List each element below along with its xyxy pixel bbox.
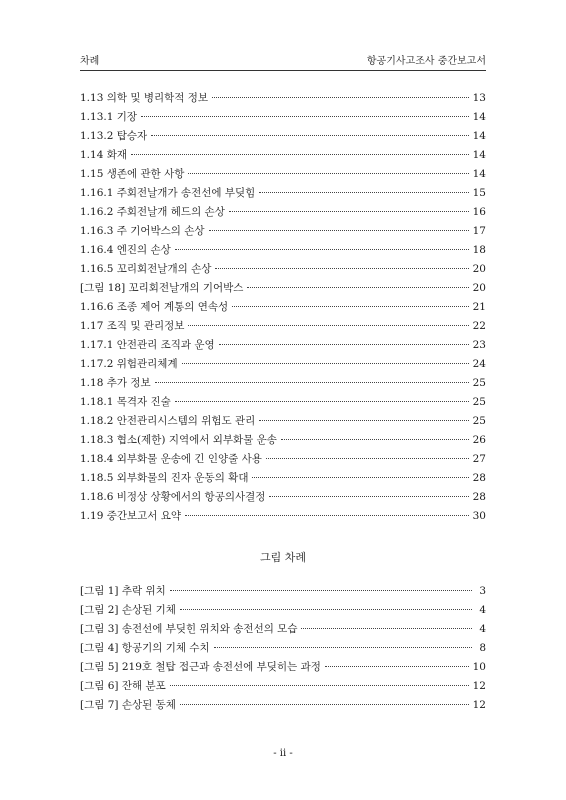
entry-label: 1.16.6 조종 제어 계통의 연속성: [80, 301, 229, 313]
entry-label: [그림 6] 잔해 분포: [80, 680, 166, 692]
entry-page-number: 12: [472, 699, 486, 711]
entry-page-number: 14: [472, 130, 486, 142]
dot-leader: [131, 154, 469, 155]
header-report-title: 항공기사고조사 중간보고서: [366, 56, 486, 67]
dot-leader: [219, 344, 469, 345]
entry-page-number: 14: [472, 168, 486, 180]
figure-entry[interactable]: [80, 621, 486, 640]
entry-label: 1.13 의학 및 병리학적 정보: [80, 92, 209, 104]
toc-entry[interactable]: [80, 109, 486, 128]
entry-label: 1.19 중간보고서 요약: [80, 510, 182, 522]
dot-leader: [281, 439, 469, 440]
entry-page-number: 28: [472, 491, 486, 503]
toc-entry[interactable]: [80, 470, 486, 489]
toc-entry[interactable]: [80, 318, 486, 337]
entry-page-number: 23: [472, 339, 486, 351]
toc-entry[interactable]: [80, 280, 486, 299]
dot-leader: [170, 590, 472, 591]
entry-page-number: 4: [479, 623, 486, 635]
entry-page-number: 4: [479, 604, 486, 616]
figure-entry[interactable]: [80, 697, 486, 716]
dot-leader: [188, 325, 468, 326]
entry-label: 1.13.2 탑승자: [80, 130, 148, 142]
toc-entry[interactable]: [80, 185, 486, 204]
entry-page-number: 22: [472, 320, 486, 332]
entry-label: 1.15 생존에 관한 사항: [80, 168, 185, 180]
toc-entry[interactable]: [80, 489, 486, 508]
entry-page-number: 24: [472, 358, 486, 370]
toc-entry[interactable]: [80, 90, 486, 109]
toc-entry[interactable]: [80, 413, 486, 432]
entry-page-number: 26: [472, 434, 486, 446]
dot-leader: [185, 515, 469, 516]
list-of-figures: [80, 583, 486, 716]
entry-page-number: 17: [472, 225, 486, 237]
entry-page-number: 8: [479, 642, 486, 654]
dot-leader: [252, 477, 468, 478]
entry-page-number: 25: [472, 396, 486, 408]
entry-page-number: 10: [472, 661, 486, 673]
toc-entry[interactable]: [80, 394, 486, 413]
entry-label: [그림 7] 손상된 동체: [80, 699, 176, 711]
entry-label: 1.16.3 주 기어박스의 손상: [80, 225, 205, 237]
entry-label: 1.13.1 기장: [80, 111, 138, 123]
figure-entry[interactable]: [80, 659, 486, 678]
entry-label: [그림 1] 추락 위치: [80, 585, 166, 597]
entry-label: 1.16.2 주회전날개 헤드의 손상: [80, 206, 225, 218]
entry-page-number: 3: [479, 585, 486, 597]
entry-label: [그림 4] 항공기의 기체 수치: [80, 642, 210, 654]
toc-entry[interactable]: [80, 166, 486, 185]
page-header: [80, 52, 486, 68]
dot-leader: [232, 306, 468, 307]
dot-leader: [209, 230, 469, 231]
dot-leader: [141, 116, 469, 117]
entry-page-number: 20: [472, 282, 486, 294]
dot-leader: [182, 363, 469, 364]
dot-leader: [175, 401, 469, 402]
entry-label: 1.17.1 안전관리 조직과 운영: [80, 339, 215, 351]
entry-label: 1.16.1 주회전날개가 송전선에 부딪힘: [80, 187, 256, 199]
entry-page-number: 21: [472, 301, 486, 313]
entry-label: 1.14 화재: [80, 149, 128, 161]
entry-page-number: 28: [472, 472, 486, 484]
dot-leader: [325, 666, 469, 667]
entry-page-number: 30: [472, 510, 486, 522]
entry-label: 1.18.6 비정상 상황에서의 항공의사결정: [80, 491, 266, 503]
header-section-label: 차례: [80, 56, 100, 67]
entry-page-number: 15: [472, 187, 486, 199]
figure-entry[interactable]: [80, 640, 486, 659]
toc-entry[interactable]: [80, 223, 486, 242]
dot-leader: [259, 192, 468, 193]
table-of-contents: [80, 90, 486, 527]
entry-label: [그림 3] 송전선에 부딪힌 위치와 송전선의 모습: [80, 623, 298, 635]
dot-leader: [188, 173, 468, 174]
dot-leader: [180, 704, 469, 705]
entry-page-number: 14: [472, 149, 486, 161]
dot-leader: [269, 496, 468, 497]
entry-page-number: 13: [472, 92, 486, 104]
dot-leader: [259, 420, 468, 421]
figure-entry[interactable]: [80, 602, 486, 621]
entry-label: 1.18.2 안전관리시스템의 위험도 관리: [80, 415, 256, 427]
toc-entry[interactable]: [80, 451, 486, 470]
entry-page-number: 25: [472, 415, 486, 427]
dot-leader: [301, 628, 472, 629]
entry-page-number: 14: [472, 111, 486, 123]
entry-label: 1.16.5 꼬리회전날개의 손상: [80, 263, 212, 275]
entry-label: 1.17.2 위험관리체계: [80, 358, 178, 370]
toc-entry[interactable]: [80, 128, 486, 147]
dot-leader: [215, 268, 468, 269]
entry-label: 1.18.1 목격자 진술: [80, 396, 171, 408]
toc-entry[interactable]: [80, 204, 486, 223]
toc-entry[interactable]: [80, 337, 486, 356]
entry-page-number: 16: [472, 206, 486, 218]
entry-label: 1.17 조직 및 관리정보: [80, 320, 185, 332]
toc-entry[interactable]: [80, 242, 486, 261]
toc-entry[interactable]: [80, 299, 486, 318]
toc-entry[interactable]: [80, 356, 486, 375]
entry-label: [그림 18] 꼬리회전날개의 기어박스: [80, 282, 244, 294]
entry-label: [그림 2] 손상된 기체: [80, 604, 176, 616]
dot-leader: [180, 609, 472, 610]
entry-label: 1.18.5 외부화물의 진자 운동의 확대: [80, 472, 249, 484]
entry-page-number: 20: [472, 263, 486, 275]
toc-entry[interactable]: [80, 432, 486, 451]
dot-leader: [247, 287, 468, 288]
figures-list-title: 그림 차례: [259, 551, 306, 564]
toc-entry[interactable]: [80, 508, 486, 527]
figure-entry[interactable]: [80, 583, 486, 602]
entry-label: 1.18.3 협소(제한) 지역에서 외부화물 운송: [80, 434, 277, 446]
entry-label: 1.16.4 엔진의 손상: [80, 244, 171, 256]
figure-entry[interactable]: [80, 678, 486, 697]
toc-entry[interactable]: [80, 261, 486, 280]
header-divider: [80, 70, 486, 71]
entry-page-number: 18: [472, 244, 486, 256]
entry-page-number: 25: [472, 377, 486, 389]
dot-leader: [155, 382, 469, 383]
entry-label: 1.18.4 외부화물 운송에 긴 인양줄 사용: [80, 453, 262, 465]
dot-leader: [151, 135, 468, 136]
dot-leader: [266, 458, 469, 459]
toc-entry[interactable]: [80, 375, 486, 394]
entry-label: 1.18 추가 정보: [80, 377, 151, 389]
page-number: - ii -: [273, 748, 293, 759]
entry-page-number: 12: [472, 680, 486, 692]
dot-leader: [170, 685, 469, 686]
dot-leader: [175, 249, 469, 250]
toc-entry[interactable]: [80, 147, 486, 166]
dot-leader: [229, 211, 469, 212]
entry-label: [그림 5] 219호 철탑 접근과 송전선에 부딪히는 과정: [80, 661, 321, 673]
dot-leader: [212, 97, 469, 98]
dot-leader: [214, 647, 472, 648]
entry-page-number: 27: [472, 453, 486, 465]
